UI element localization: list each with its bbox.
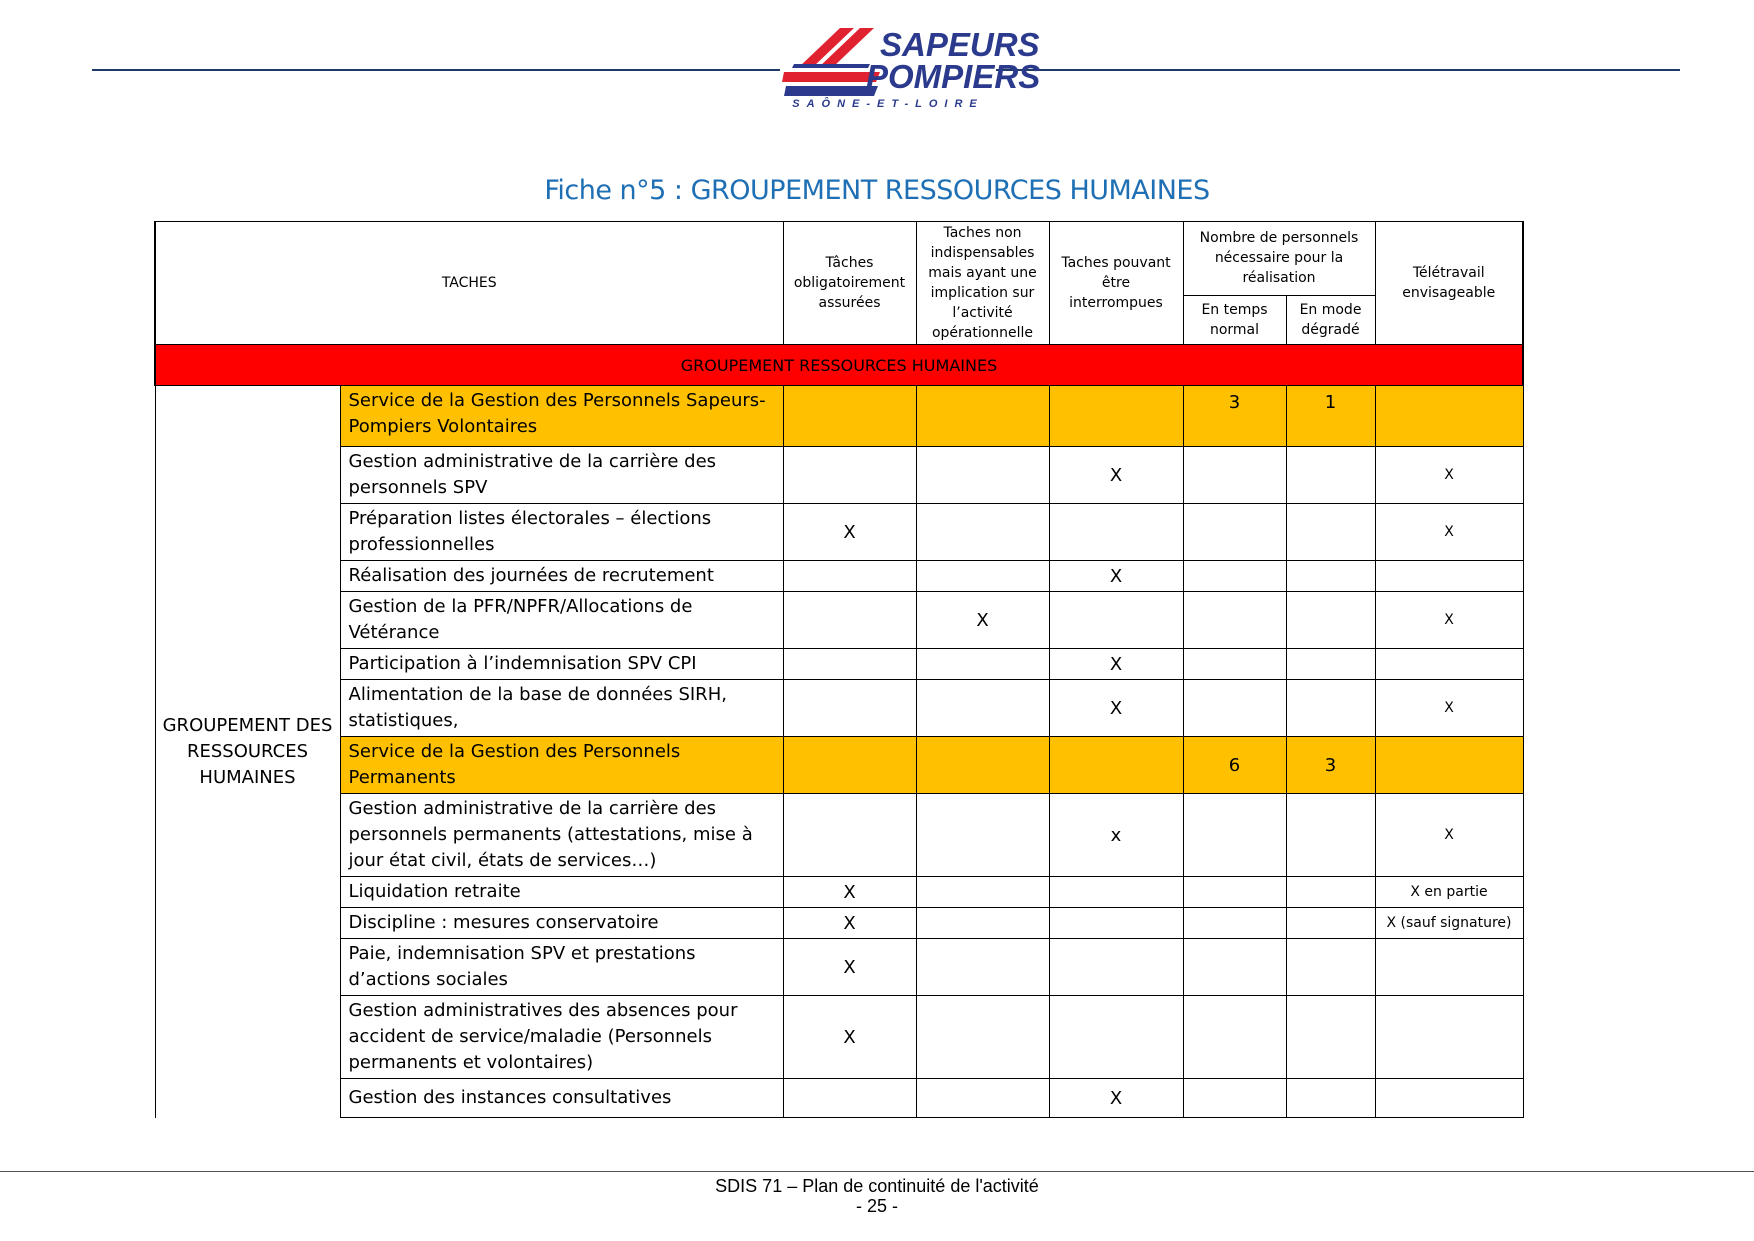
mode-degrade-cell bbox=[1286, 680, 1375, 737]
obligatoires-cell bbox=[783, 447, 916, 504]
interrompues-cell: X bbox=[1049, 680, 1183, 737]
header-rule-left bbox=[92, 69, 780, 71]
obligatoires-cell bbox=[783, 1079, 916, 1118]
teletravail-cell bbox=[1375, 737, 1523, 794]
task-label: Alimentation de la base de données SIRH, statistiques, bbox=[340, 680, 783, 737]
temps-normal-cell bbox=[1183, 649, 1286, 680]
non-indispensables-cell bbox=[916, 561, 1049, 592]
temps-normal-cell bbox=[1183, 447, 1286, 504]
obligatoires-cell: X bbox=[783, 504, 916, 561]
mode-degrade-cell bbox=[1286, 592, 1375, 649]
header-interrompues: Taches pouvant être interrompues bbox=[1049, 222, 1183, 345]
temps-normal-cell bbox=[1183, 680, 1286, 737]
table-row bbox=[155, 592, 1523, 649]
temps-normal-cell bbox=[1183, 996, 1286, 1079]
interrompues-cell bbox=[1049, 592, 1183, 649]
table-row bbox=[155, 561, 1523, 592]
mode-degrade-cell: 3 bbox=[1286, 737, 1375, 794]
teletravail-cell bbox=[1375, 386, 1523, 447]
temps-normal-cell bbox=[1183, 794, 1286, 877]
task-label: Service de la Gestion des Personnels Sapeurs-Pompiers Volontaires bbox=[340, 386, 783, 447]
interrompues-cell bbox=[1049, 939, 1183, 996]
table-row bbox=[155, 737, 1523, 794]
task-label: Réalisation des journées de recrutement bbox=[340, 561, 783, 592]
task-label: Gestion des instances consultatives bbox=[340, 1079, 783, 1118]
footer-title: SDIS 71 – Plan de continuité de l'activité bbox=[715, 1176, 1039, 1196]
header-temps-normal: En temps normal bbox=[1183, 295, 1286, 344]
table-row bbox=[155, 908, 1523, 939]
non-indispensables-cell bbox=[916, 737, 1049, 794]
teletravail-cell bbox=[1375, 939, 1523, 996]
teletravail-cell: X en partie bbox=[1375, 877, 1523, 908]
sapeurs-pompiers-logo bbox=[782, 24, 1041, 116]
interrompues-cell bbox=[1049, 504, 1183, 561]
teletravail-cell bbox=[1375, 649, 1523, 680]
table-row bbox=[155, 939, 1523, 996]
task-label: Paie, indemnisation SPV et prestations d’actions sociales bbox=[340, 939, 783, 996]
mode-degrade-cell bbox=[1286, 794, 1375, 877]
non-indispensables-cell bbox=[916, 649, 1049, 680]
temps-normal-cell bbox=[1183, 1079, 1286, 1118]
page-title: Fiche n°5 : GROUPEMENT RESSOURCES HUMAINES bbox=[544, 175, 1210, 206]
obligatoires-cell bbox=[783, 737, 916, 794]
task-label: Préparation listes électorales – élections professionnelles bbox=[340, 504, 783, 561]
task-label: Participation à l’indemnisation SPV CPI bbox=[340, 649, 783, 680]
footer-rule bbox=[0, 1171, 1754, 1172]
table-row bbox=[155, 1079, 1523, 1118]
tasks-table bbox=[154, 221, 1524, 1118]
table-row bbox=[155, 794, 1523, 877]
task-label: Discipline : mesures conservatoire bbox=[340, 908, 783, 939]
non-indispensables-cell bbox=[916, 939, 1049, 996]
obligatoires-cell bbox=[783, 649, 916, 680]
category-cell: GROUPEMENT DES RESSOURCES HUMAINES bbox=[155, 386, 340, 1118]
obligatoires-cell bbox=[783, 592, 916, 649]
task-label: Liquidation retraite bbox=[340, 877, 783, 908]
table-row bbox=[155, 447, 1523, 504]
header-obligatoires: Tâches obligatoirement assurées bbox=[783, 222, 916, 345]
obligatoires-cell bbox=[783, 386, 916, 447]
mode-degrade-cell bbox=[1286, 649, 1375, 680]
logo-word-pompiers: POMPIERS bbox=[866, 58, 1041, 95]
interrompues-cell: X bbox=[1049, 649, 1183, 680]
mode-degrade-cell bbox=[1286, 504, 1375, 561]
header-taches: TACHES bbox=[155, 222, 783, 345]
task-label: Gestion administrative de la carrière des personnels permanents (attestations, mise à jour état civil, états de services…) bbox=[340, 794, 783, 877]
mode-degrade-cell: 1 bbox=[1286, 386, 1375, 447]
temps-normal-cell bbox=[1183, 561, 1286, 592]
mode-degrade-cell bbox=[1286, 1079, 1375, 1118]
obligatoires-cell bbox=[783, 680, 916, 737]
interrompues-cell: X bbox=[1049, 561, 1183, 592]
interrompues-cell bbox=[1049, 996, 1183, 1079]
logo-word-sapeurs: SAPEURS bbox=[880, 26, 1040, 63]
non-indispensables-cell bbox=[916, 680, 1049, 737]
temps-normal-cell: 3 bbox=[1183, 386, 1286, 447]
interrompues-cell bbox=[1049, 737, 1183, 794]
non-indispensables-cell bbox=[916, 447, 1049, 504]
non-indispensables-cell bbox=[916, 386, 1049, 447]
mode-degrade-cell bbox=[1286, 877, 1375, 908]
teletravail-cell: X bbox=[1375, 794, 1523, 877]
teletravail-cell: X (sauf signature) bbox=[1375, 908, 1523, 939]
interrompues-cell bbox=[1049, 386, 1183, 447]
task-label: Gestion administratives des absences pour accident de service/maladie (Personnels permanents et volontaires) bbox=[340, 996, 783, 1079]
non-indispensables-cell: X bbox=[916, 592, 1049, 649]
interrompues-cell bbox=[1049, 877, 1183, 908]
teletravail-cell: X bbox=[1375, 680, 1523, 737]
obligatoires-cell bbox=[783, 794, 916, 877]
task-label: Gestion administrative de la carrière des personnels SPV bbox=[340, 447, 783, 504]
mode-degrade-cell bbox=[1286, 447, 1375, 504]
non-indispensables-cell bbox=[916, 877, 1049, 908]
interrompues-cell bbox=[1049, 908, 1183, 939]
table-row bbox=[155, 386, 1523, 447]
mode-degrade-cell bbox=[1286, 996, 1375, 1079]
table-row bbox=[155, 680, 1523, 737]
teletravail-cell bbox=[1375, 561, 1523, 592]
task-label: Gestion de la PFR/NPFR/Allocations de Vétérance bbox=[340, 592, 783, 649]
teletravail-cell bbox=[1375, 1079, 1523, 1118]
header-mode-degrade: En mode dégradé bbox=[1286, 295, 1375, 344]
temps-normal-cell: 6 bbox=[1183, 737, 1286, 794]
non-indispensables-cell bbox=[916, 1079, 1049, 1118]
temps-normal-cell bbox=[1183, 592, 1286, 649]
temps-normal-cell bbox=[1183, 504, 1286, 561]
mode-degrade-cell bbox=[1286, 908, 1375, 939]
header-nombre-personnels: Nombre de personnels nécessaire pour la réalisation bbox=[1183, 222, 1375, 296]
temps-normal-cell bbox=[1183, 877, 1286, 908]
non-indispensables-cell bbox=[916, 996, 1049, 1079]
non-indispensables-cell bbox=[916, 908, 1049, 939]
interrompues-cell: x bbox=[1049, 794, 1183, 877]
obligatoires-cell: X bbox=[783, 939, 916, 996]
obligatoires-cell: X bbox=[783, 877, 916, 908]
section-band: GROUPEMENT RESSOURCES HUMAINES bbox=[155, 345, 1523, 386]
non-indispensables-cell bbox=[916, 504, 1049, 561]
mode-degrade-cell bbox=[1286, 561, 1375, 592]
obligatoires-cell: X bbox=[783, 908, 916, 939]
mode-degrade-cell bbox=[1286, 939, 1375, 996]
teletravail-cell: X bbox=[1375, 592, 1523, 649]
table-row bbox=[155, 877, 1523, 908]
table-row bbox=[155, 649, 1523, 680]
teletravail-cell: X bbox=[1375, 504, 1523, 561]
temps-normal-cell bbox=[1183, 908, 1286, 939]
non-indispensables-cell bbox=[916, 794, 1049, 877]
header-non-indispensables: Taches non indispensables mais ayant une implication sur l’activité opérationnelle bbox=[916, 222, 1049, 345]
interrompues-cell: X bbox=[1049, 447, 1183, 504]
teletravail-cell bbox=[1375, 996, 1523, 1079]
table-row bbox=[155, 504, 1523, 561]
header-rule-right bbox=[996, 69, 1680, 71]
interrompues-cell: X bbox=[1049, 1079, 1183, 1118]
obligatoires-cell: X bbox=[783, 996, 916, 1079]
page-number: - 25 - bbox=[855, 1196, 898, 1216]
task-label: Service de la Gestion des Personnels Permanents bbox=[340, 737, 783, 794]
table-row bbox=[155, 996, 1523, 1079]
obligatoires-cell bbox=[783, 561, 916, 592]
teletravail-cell: X bbox=[1375, 447, 1523, 504]
temps-normal-cell bbox=[1183, 939, 1286, 996]
logo-subtitle: SAÔNE-ET-LOIRE bbox=[792, 98, 984, 110]
header-teletravail: Télétravail envisageable bbox=[1375, 222, 1523, 345]
